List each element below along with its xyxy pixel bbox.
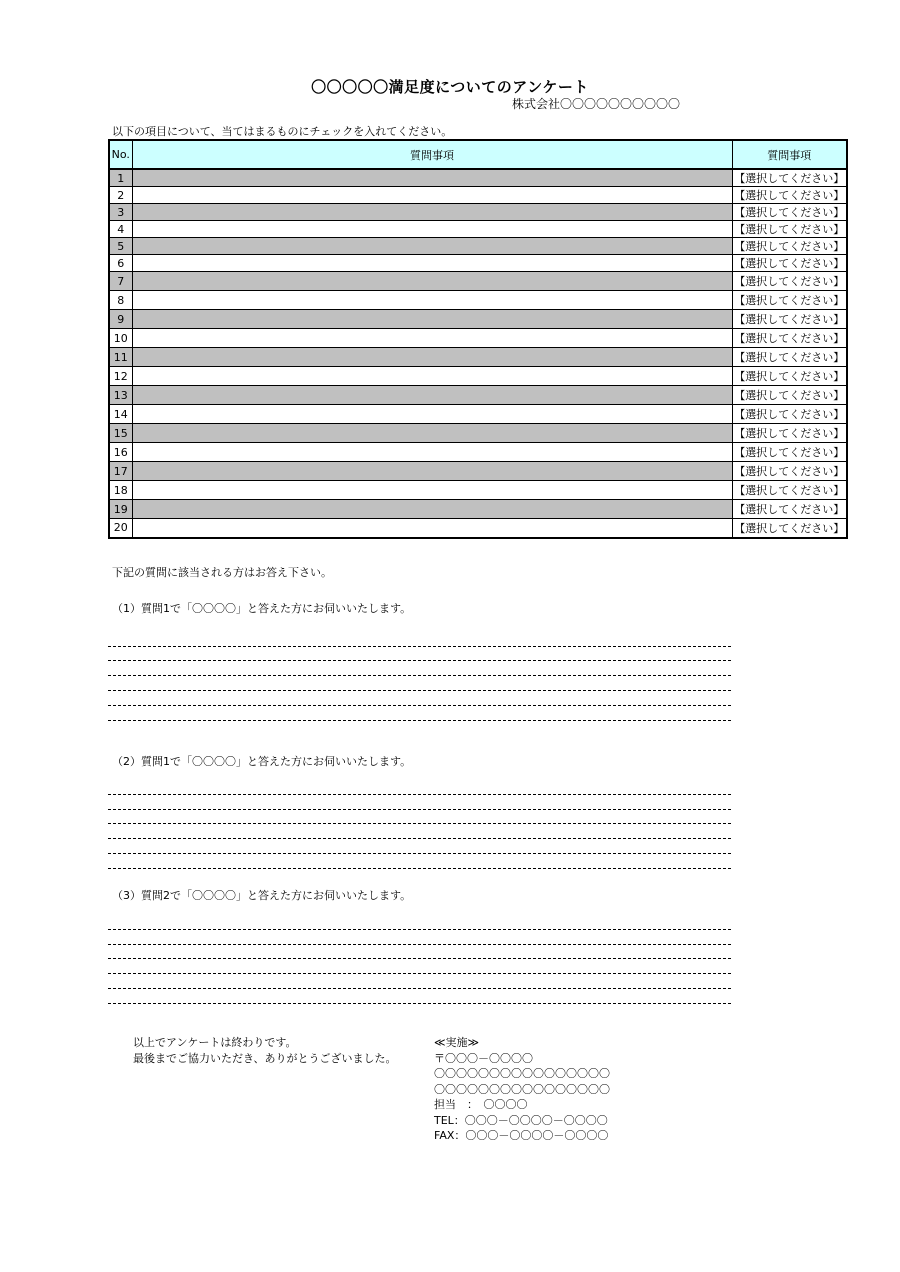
row-number: 20: [109, 519, 132, 538]
answer-line-2[interactable]: [108, 853, 731, 854]
sub-question-3: （3）質問2で「〇〇〇〇」と答えた方にお伺いいたします。: [112, 889, 412, 902]
row-number: 11: [109, 348, 132, 367]
question-cell[interactable]: [132, 169, 732, 187]
row-number: 19: [109, 500, 132, 519]
contact-tel: TEL：〇〇〇－〇〇〇〇－〇〇〇〇: [434, 1113, 608, 1127]
question-cell[interactable]: [132, 187, 732, 204]
table-row: [109, 405, 847, 424]
header-answer: 質問事項: [732, 140, 847, 169]
table-row: [109, 481, 847, 500]
answer-line-1[interactable]: [108, 705, 731, 706]
question-cell[interactable]: [132, 500, 732, 519]
answer-select[interactable]: 【選択してください】: [732, 187, 847, 204]
contact-heading: ≪実施≫: [434, 1036, 480, 1049]
table-row: [109, 238, 847, 255]
question-table: [108, 139, 848, 539]
table-row: [109, 204, 847, 221]
question-cell[interactable]: [132, 481, 732, 500]
question-cell[interactable]: [132, 424, 732, 443]
closing-message: [133, 1035, 397, 1067]
answer-select[interactable]: 【選択してください】: [732, 310, 847, 329]
table-row: [109, 291, 847, 310]
row-number: 12: [109, 367, 132, 386]
question-cell[interactable]: [132, 255, 732, 272]
closing-line: 以上でアンケートは終わりです。: [133, 1036, 297, 1049]
question-cell[interactable]: [132, 291, 732, 310]
row-number: 15: [109, 424, 132, 443]
answer-select[interactable]: 【選択してください】: [732, 221, 847, 238]
answer-line-3[interactable]: [108, 973, 731, 974]
row-number: 5: [109, 238, 132, 255]
row-number: 17: [109, 462, 132, 481]
answer-select[interactable]: 【選択してください】: [732, 481, 847, 500]
page-title: 〇〇〇〇〇満足度についてのアンケート: [311, 78, 589, 96]
question-cell[interactable]: [132, 348, 732, 367]
table-row: [109, 367, 847, 386]
answer-select[interactable]: 【選択してください】: [732, 519, 847, 538]
contact-postal: 〒〇〇〇－〇〇〇〇: [434, 1051, 533, 1065]
answer-line-3[interactable]: [108, 929, 731, 930]
row-number: 2: [109, 187, 132, 204]
row-number: 13: [109, 386, 132, 405]
table-row: [109, 187, 847, 204]
answer-line-1[interactable]: [108, 675, 731, 676]
question-cell[interactable]: [132, 310, 732, 329]
table-row: [109, 386, 847, 405]
row-number: 16: [109, 443, 132, 462]
answer-line-2[interactable]: [108, 868, 731, 869]
contact-info: [434, 1035, 610, 1144]
answer-select[interactable]: 【選択してください】: [732, 238, 847, 255]
row-number: 6: [109, 255, 132, 272]
question-cell[interactable]: [132, 367, 732, 386]
sub-question-1: （1）質問1で「〇〇〇〇」と答えた方にお伺いいたします。: [112, 602, 412, 615]
answer-select[interactable]: 【選択してください】: [732, 169, 847, 187]
table-row: [109, 329, 847, 348]
intro-text: 以下の項目について、当てはまるものにチェックを入れてください。: [112, 125, 453, 138]
closing-line: 最後までご協力いただき、ありがとうございました。: [133, 1052, 397, 1065]
row-number: 4: [109, 221, 132, 238]
header-no: No.: [109, 140, 132, 169]
question-cell[interactable]: [132, 443, 732, 462]
row-number: 10: [109, 329, 132, 348]
sub-question-2: （2）質問1で「〇〇〇〇」と答えた方にお伺いいたします。: [112, 755, 412, 768]
question-cell[interactable]: [132, 519, 732, 538]
question-cell[interactable]: [132, 405, 732, 424]
row-number: 3: [109, 204, 132, 221]
answer-select[interactable]: 【選択してください】: [732, 329, 847, 348]
answer-line-3[interactable]: [108, 958, 731, 959]
table-row: [109, 519, 847, 538]
answer-line-1[interactable]: [108, 690, 731, 691]
question-cell[interactable]: [132, 204, 732, 221]
row-number: 8: [109, 291, 132, 310]
answer-line-2[interactable]: [108, 809, 731, 810]
answer-select[interactable]: 【選択してください】: [732, 204, 847, 221]
question-cell[interactable]: [132, 329, 732, 348]
question-cell[interactable]: [132, 386, 732, 405]
table-row: [109, 310, 847, 329]
contact-person: 担当 ： 〇〇〇〇: [434, 1098, 528, 1111]
row-number: 1: [109, 169, 132, 187]
answer-line-3[interactable]: [108, 988, 731, 989]
contact-address: 〇〇〇〇〇〇〇〇〇〇〇〇〇〇〇〇: [434, 1082, 610, 1096]
contact-address: 〇〇〇〇〇〇〇〇〇〇〇〇〇〇〇〇: [434, 1067, 610, 1080]
contact-fax: FAX：〇〇〇－〇〇〇〇－〇〇〇〇: [434, 1129, 609, 1142]
answer-select[interactable]: 【選択してください】: [732, 348, 847, 367]
table-header-row: [109, 140, 847, 169]
table-row: [109, 348, 847, 367]
answer-select[interactable]: 【選択してください】: [732, 443, 847, 462]
answer-line-2[interactable]: [108, 823, 731, 824]
table-row: [109, 221, 847, 238]
table-row: [109, 462, 847, 481]
answer-select[interactable]: 【選択してください】: [732, 500, 847, 519]
answer-select[interactable]: 【選択してください】: [732, 386, 847, 405]
question-cell[interactable]: [132, 272, 732, 291]
answer-select[interactable]: 【選択してください】: [732, 405, 847, 424]
table-row: [109, 424, 847, 443]
answer-line-3[interactable]: [108, 1003, 731, 1004]
question-cell[interactable]: [132, 238, 732, 255]
answer-select[interactable]: 【選択してください】: [732, 272, 847, 291]
answer-line-2[interactable]: [108, 838, 731, 839]
answer-line-1[interactable]: [108, 646, 731, 647]
table-row: [109, 169, 847, 187]
answer-line-1[interactable]: [108, 660, 731, 661]
row-number: 9: [109, 310, 132, 329]
answer-line-2[interactable]: [108, 794, 731, 795]
table-row: [109, 255, 847, 272]
answer-select[interactable]: 【選択してください】: [732, 462, 847, 481]
question-cell[interactable]: [132, 462, 732, 481]
company-name: 株式会社〇〇〇〇〇〇〇〇〇〇: [512, 97, 681, 111]
answer-select[interactable]: 【選択してください】: [732, 255, 847, 272]
row-number: 18: [109, 481, 132, 500]
table-row: [109, 500, 847, 519]
row-number: 14: [109, 405, 132, 424]
answer-select[interactable]: 【選択してください】: [732, 424, 847, 443]
row-number: 7: [109, 272, 132, 291]
header-question: 質問事項: [132, 140, 732, 169]
answer-line-1[interactable]: [108, 720, 731, 721]
table-row: [109, 272, 847, 291]
question-cell[interactable]: [132, 221, 732, 238]
answer-select[interactable]: 【選択してください】: [732, 291, 847, 310]
answer-line-3[interactable]: [108, 944, 731, 945]
table-row: [109, 443, 847, 462]
answer-select[interactable]: 【選択してください】: [732, 367, 847, 386]
sub-question-note: 下記の質問に該当される方はお答え下さい。: [112, 566, 332, 579]
